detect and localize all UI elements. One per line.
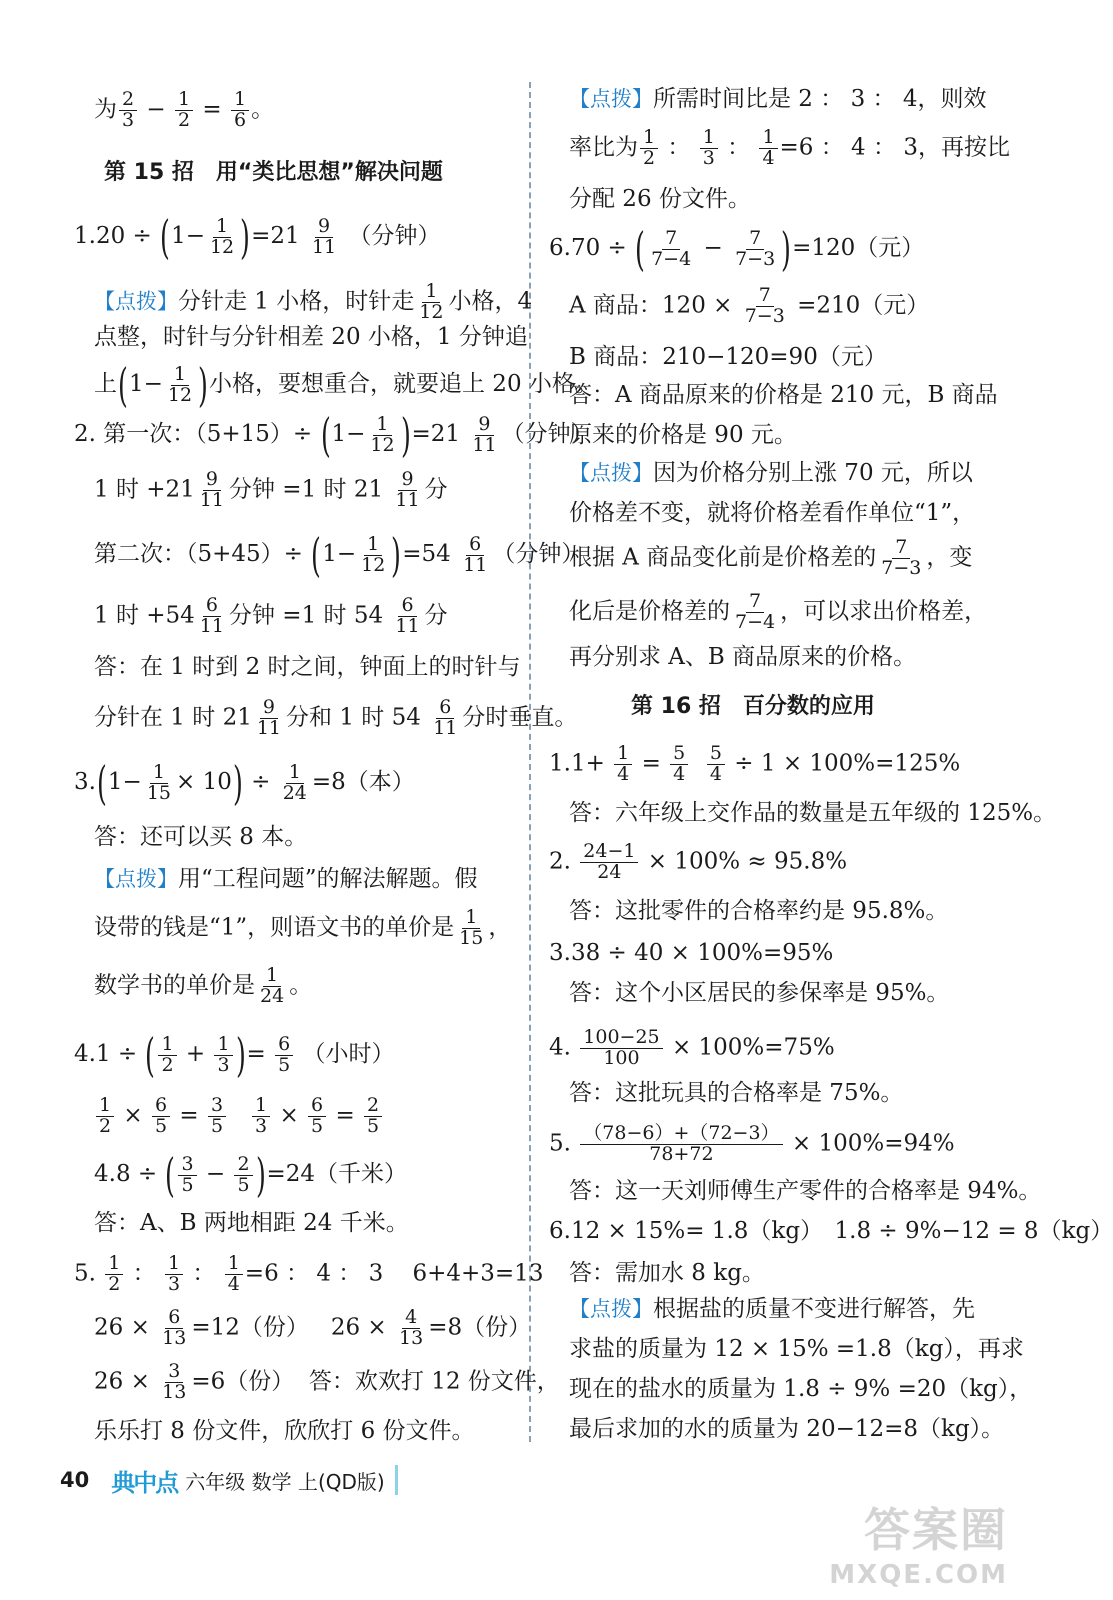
- problem-2-first: 2. 第一次：（5+15）÷ (1− $\frac{1}{12}$ )=21 $\frac{9}{11}$ （分钟）: [74, 408, 594, 462]
- tip-5: 【点拨】所需时间比是 2 ： 3 ： 4，则效: [569, 86, 987, 112]
- tip-label: 【点拨】: [569, 1297, 653, 1321]
- tip-6-line-3: 根据 A 商品变化前是价格差的 $\frac{7}{7-3}$ ，变: [569, 536, 973, 579]
- watermark-url: MXQE.COM: [829, 1560, 1008, 1590]
- tip-6: 【点拨】因为价格分别上涨 70 元，所以: [569, 460, 973, 486]
- text: 为: [94, 96, 117, 123]
- tip-3: 【点拨】用“工程问题”的解法解题。假: [94, 866, 478, 892]
- problem-5: 5. $\frac{1}{2}$ ： $\frac{1}{3}$ ： $\frac{1}{4}$ =6 ： 4 ： 3 6+4+3=13: [74, 1252, 544, 1295]
- footer-accent-bar: [395, 1465, 398, 1495]
- tip-1-line-3: 上(1− $\frac{1}{12}$ )小格，要想重合，就要追上 20 小格。: [94, 358, 598, 412]
- carryover-line: 为 $\frac{2}{3}$ − $\frac{1}{2}$ = $\frac{1}{6}$ 。: [94, 88, 275, 131]
- problem-3: 3.(1− $\frac{1}{15}$ × 10) ÷ $\frac{1}{24}$ =8（本）: [74, 756, 415, 810]
- tip-16-line-3: 现在的盐水的质量为 1.8 ÷ 9% =20（kg），: [569, 1376, 1033, 1402]
- problem-3-answer: 答：还可以买 8 本。: [94, 824, 308, 850]
- tip-1-line-2: 点整，时针与分针相差 20 小格，1 分钟追: [94, 324, 528, 350]
- pct-problem-5-answer: 答：这一天刘师傅生产零件的合格率是 94%。: [569, 1178, 1042, 1204]
- watermark-text: 答案圈: [864, 1503, 1008, 1557]
- problem-6: 6.70 ÷ ( $\frac{7}{7-4}$ − $\frac{7}{7-3}$ )=120（元）: [549, 222, 925, 276]
- pct-problem-4-answer: 答：这批玩具的合格率是 75%。: [569, 1080, 904, 1106]
- tip-1: 【点拨】分针走 1 小格，时针走 $\frac{1}{12}$ 小格，4: [94, 280, 533, 323]
- brand-logo: 典中点: [111, 1468, 178, 1497]
- problem-2-answer: 答：在 1 时到 2 时之间，钟面上的时针与: [94, 654, 521, 680]
- problem-6-answer-2: 原来的价格是 90 元。: [569, 422, 797, 448]
- problem-1: 1.20 ÷ (1− $\frac{1}{12}$ )=21 $\frac{9}{11}$ （分钟）: [74, 210, 441, 264]
- tip-3-line-2: 设带的钱是“1”，则语文书的单价是 $\frac{1}{15}$ ，: [94, 906, 512, 949]
- tip-5-line-3: 分配 26 份文件。: [569, 186, 751, 212]
- pct-problem-6-answer: 答：需加水 8 kg。: [569, 1260, 765, 1286]
- problem-5-line-3: 26 × $\frac{3}{13}$ =6（份） 答：欢欢打 12 份文件，: [94, 1360, 560, 1403]
- section-heading-16: 第 16 招 百分数的应用: [631, 694, 875, 719]
- problem-4-answer: 答：A、B 两地相距 24 千米。: [94, 1210, 409, 1236]
- problem-2-line-4: 1 时 +54 $\frac{6}{11}$ 分钟 =1 时 54 $\frac{6}{11}$ 分: [94, 594, 448, 637]
- problem-2-line-2: 1 时 +21 $\frac{9}{11}$ 分钟 =1 时 21 $\frac{9}{11}$ 分: [94, 468, 448, 511]
- pct-problem-2: 2. $\frac{24-1}{24}$ × 100% ≈ 95.8%: [549, 840, 848, 883]
- problem-2-answer-2: 分针在 1 时 21 $\frac{9}{11}$ 分和 1 时 54 $\frac{6}{11}$ 分时垂直。: [94, 696, 578, 739]
- page-footer: [60, 1460, 398, 1500]
- problem-6-line-3: B 商品：210−120=90（元）: [569, 344, 887, 370]
- tip-label: 【点拨】: [569, 461, 653, 485]
- tip-6-line-5: 再分别求 A、B 商品原来的价格。: [569, 644, 917, 670]
- tip-16: 【点拨】根据盐的质量不变进行解答，先: [569, 1296, 975, 1322]
- problem-5-line-2: 26 × $\frac{6}{13}$ =12（份） 26 × $\frac{4}{13}$ =8（份）: [94, 1306, 532, 1349]
- problem-4-line-3: 4.8 ÷ ( $\frac{3}{5}$ − $\frac{2}{5}$ )=24（千米）: [94, 1148, 408, 1202]
- pct-problem-3-answer: 答：这个小区居民的参保率是 95%。: [569, 980, 950, 1006]
- page-number: 40: [60, 1468, 90, 1492]
- tip-6-line-4: 化后是价格差的 $\frac{7}{7-4}$ ，可以求出价格差，: [569, 590, 988, 633]
- tip-3-line-3: 数学书的单价是 $\frac{1}{24}$ 。: [94, 964, 313, 1007]
- problem-6-line-2: A 商品：120 × $\frac{7}{7-3}$ =210（元）: [569, 284, 930, 327]
- tip-5-line-2: 率比为 $\frac{1}{2}$ ： $\frac{1}{3}$ ： $\frac{1}{4}$ =6 ： 4 ： 3，再按比: [569, 126, 1010, 169]
- pct-problem-1-answer: 答：六年级上交作品的数量是五年级的 125%。: [569, 800, 1057, 826]
- pct-problem-3: 3.38 ÷ 40 × 100%=95%: [549, 940, 834, 966]
- tip-label: 【点拨】: [569, 87, 653, 111]
- fraction: $\frac{1}{6}$: [231, 90, 249, 131]
- watermark: [829, 1494, 1008, 1590]
- book-title: 六年级 数学 上(QD版): [185, 1469, 385, 1494]
- pct-problem-5: 5. $\frac{(78-6)+(72-3)}{78+72}$ × 100%=94%: [549, 1122, 955, 1165]
- problem-4: 4.1 ÷ ( $\frac{1}{2}$ + $\frac{1}{3}$ )= $\frac{6}{5}$ （小时）: [74, 1028, 395, 1082]
- pct-problem-4: 4. $\frac{100-25}{100}$ × 100%=75%: [549, 1026, 835, 1069]
- section-heading-15: 第 15 招 用“类比思想”解决问题: [104, 160, 443, 185]
- tip-label: 【点拨】: [94, 289, 178, 314]
- pct-problem-6: 6.12 × 15%= 1.8（kg） 1.8 ÷ 9%−12 = 8（kg）: [549, 1218, 1113, 1244]
- fraction: $\frac{1}{2}$: [175, 90, 193, 131]
- problem-2-second: 第二次：（5+45）÷ (1− $\frac{1}{12}$ )=54 $\frac{6}{11}$ （分钟）: [94, 528, 585, 582]
- pct-problem-1: 1.1+ $\frac{1}{4}$ = $\frac{5}{4}$ $\frac{5}{4}$ ÷ 1 × 100%=125%: [549, 742, 961, 785]
- fraction: $\frac{2}{3}$: [119, 90, 137, 131]
- tip-label: 【点拨】: [94, 867, 178, 891]
- tip-16-line-4: 最后求加的水的质量为 20−12=8（kg）。: [569, 1416, 1005, 1442]
- pct-problem-2-answer: 答：这批零件的合格率约是 95.8%。: [569, 898, 949, 924]
- problem-4-line-2: $\frac{1}{2}$ × $\frac{6}{5}$ = $\frac{3}{5}$ $\frac{1}{3}$ × $\frac{6}{5}$ = $\frac{2}{5}$: [94, 1096, 384, 1137]
- tip-16-line-2: 求盐的质量为 12 × 15% =1.8（kg），再求: [569, 1336, 1024, 1362]
- tip-6-line-2: 价格差不变，就将价格差看作单位“1”，: [569, 500, 976, 526]
- problem-5-answer: 乐乐打 8 份文件，欣欣打 6 份文件。: [94, 1418, 475, 1444]
- problem-6-answer: 答：A 商品原来的价格是 210 元，B 商品: [569, 382, 998, 408]
